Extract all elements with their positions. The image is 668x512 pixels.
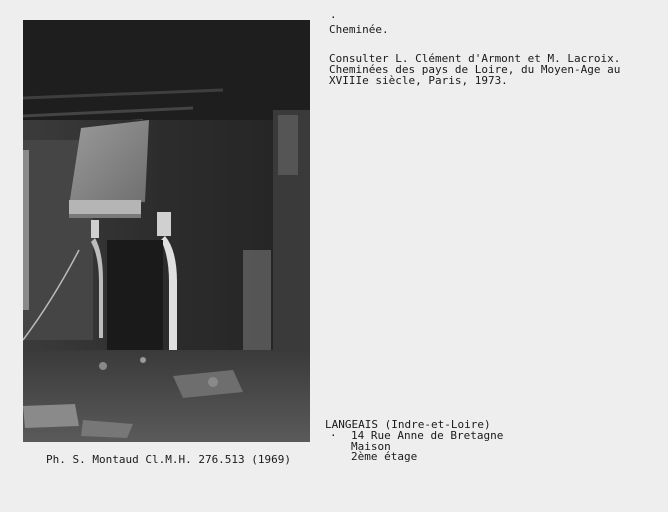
photo-credit: Ph. S. Montaud Cl.M.H. 276.513 (1969) [46,453,292,466]
bullet-mark: · [330,429,337,442]
bullet-mark: · [330,11,337,24]
reference-line-1: Consulter L. Clément d'Armont et M. Lacroix. [329,52,621,65]
photograph-fireplace [23,20,310,442]
location-floor: 2ème étage [351,450,418,463]
photo-illustration [23,20,310,442]
location-commune: LANGEAIS (Indre-et-Loire) [325,418,491,431]
reference-line-2: Cheminées des pays de Loire, du Moyen-Age au [329,63,621,76]
subject-label: Cheminée. [329,23,389,36]
location-address: 14 Rue Anne de Bretagne [351,429,504,442]
reference-line-3: XVIIIe siècle, Paris, 1973. [329,74,508,87]
location-building: Maison [351,440,391,453]
